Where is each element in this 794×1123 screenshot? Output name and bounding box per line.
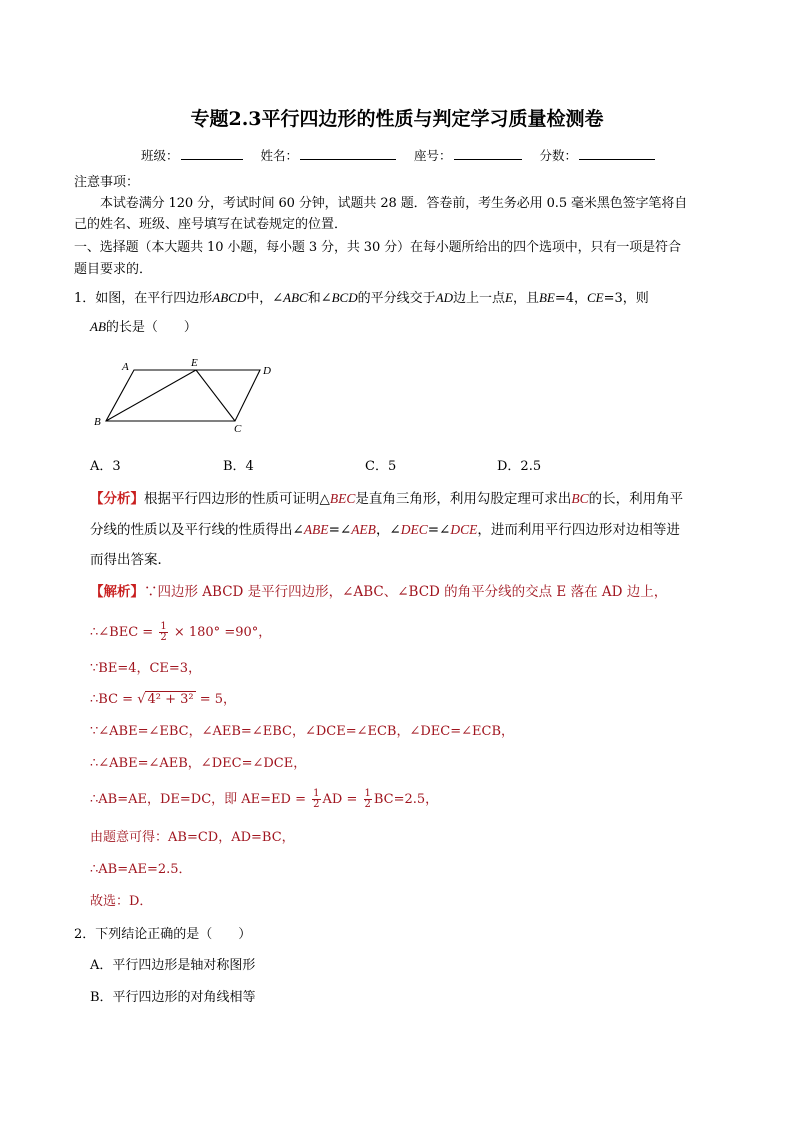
question-1-stem-cont: AB的长是（ ） xyxy=(90,319,197,335)
student-info-row xyxy=(141,146,655,164)
notice-line-1: 本试卷满分 120 分，考试时间 60 分钟，试题共 28 题．答卷前，考生务必用 0.5 毫米黑色签字笔将自 xyxy=(100,196,688,211)
solution-line-2: ∴∠BEC = $\frac{1}{2}$ × 180° =90°， xyxy=(90,621,272,643)
analysis-line-3: 而得出答案． xyxy=(90,552,171,568)
score-blank xyxy=(579,146,655,160)
solution-line-7: ∴AB=AE，DE=DC，即 AE=ED = $\frac{1}{2}$ AD = $\frac{1}{2}$ BC=2.5， xyxy=(90,788,439,810)
option-b: B．4 xyxy=(223,459,254,474)
question-2-option-a: A．平行四边形是轴对称图形 xyxy=(90,958,256,973)
section-1-heading: 一、选择题（本大题共 10 小题，每小题 3 分，共 30 分）在每小题所给出的四个选项中，只有一项是符合 xyxy=(74,240,681,255)
class-blank xyxy=(181,146,243,160)
question-2-stem: 2．下列结论正确的是（ ） xyxy=(74,927,252,942)
label-c: C xyxy=(234,423,242,435)
name-blank xyxy=(300,146,396,160)
seat-blank xyxy=(454,146,522,160)
solution-line-5: ∵∠ABE=∠EBC，∠AEB=∠EBC，∠DCE=∠ECB，∠DEC=∠ECB， xyxy=(90,724,515,739)
section-1-heading-cont: 题目要求的． xyxy=(74,262,153,277)
solution-line-3: ∵BE=4，CE=3， xyxy=(90,661,202,676)
class-label: 班级： xyxy=(141,148,179,163)
seat-label: 座号： xyxy=(414,148,452,163)
question-1-stem: 1．如图，在平行四边形ABCD中，∠ABC和∠BCD的平分线交于AD边上一点E，且BE=4，CE=3，则 xyxy=(74,290,649,306)
page-title: 专题2.3平行四边形的性质与判定学习质量检测卷 xyxy=(190,108,604,130)
name-label: 姓名： xyxy=(260,148,299,163)
label-b: B xyxy=(94,416,101,428)
option-a: A．3 xyxy=(90,459,121,474)
label-e: E xyxy=(191,357,198,369)
solution-line-8: 由题意可得：AB=CD，AD=BC， xyxy=(90,830,295,845)
option-c: C．5 xyxy=(365,459,397,474)
analysis-line-2: 分线的性质以及平行线的性质得出∠ABE=∠AEB，∠DEC=∠DCE，进而利用平行四边形对边相等进 xyxy=(90,522,680,538)
notice-heading: 注意事项： xyxy=(74,175,140,190)
label-a: A xyxy=(122,361,129,373)
label-d: D xyxy=(263,365,271,377)
segment-ce xyxy=(196,370,235,421)
solution-line-6: ∴∠ABE=∠AEB，∠DEC=∠DCE， xyxy=(90,756,307,771)
solution-line-9: ∴AB=AE=2.5． xyxy=(90,862,192,877)
parallelogram-figure xyxy=(88,356,288,436)
score-label: 分数： xyxy=(539,148,578,163)
solution-line-4: ∴BC = √ 4² + 3² = 5， xyxy=(90,692,237,707)
question-2-option-b: B．平行四边形的对角线相等 xyxy=(90,990,256,1005)
notice-line-2: 己的姓名、班级、座号填写在试卷规定的位置． xyxy=(74,217,348,232)
solution-line-1: 【解析】∵四边形 ABCD 是平行四边形，∠ABC、∠BCD 的角平分线的交点 E 落在 AD 边上， xyxy=(90,584,668,600)
analysis-line-1: 【分析】根据平行四边形的性质可证明△BEC是直角三角形，利用勾股定理可求出BC的长，利用角平 xyxy=(90,491,684,507)
solution-line-10: 故选：D． xyxy=(90,894,153,909)
option-d: D．2.5 xyxy=(497,459,542,474)
